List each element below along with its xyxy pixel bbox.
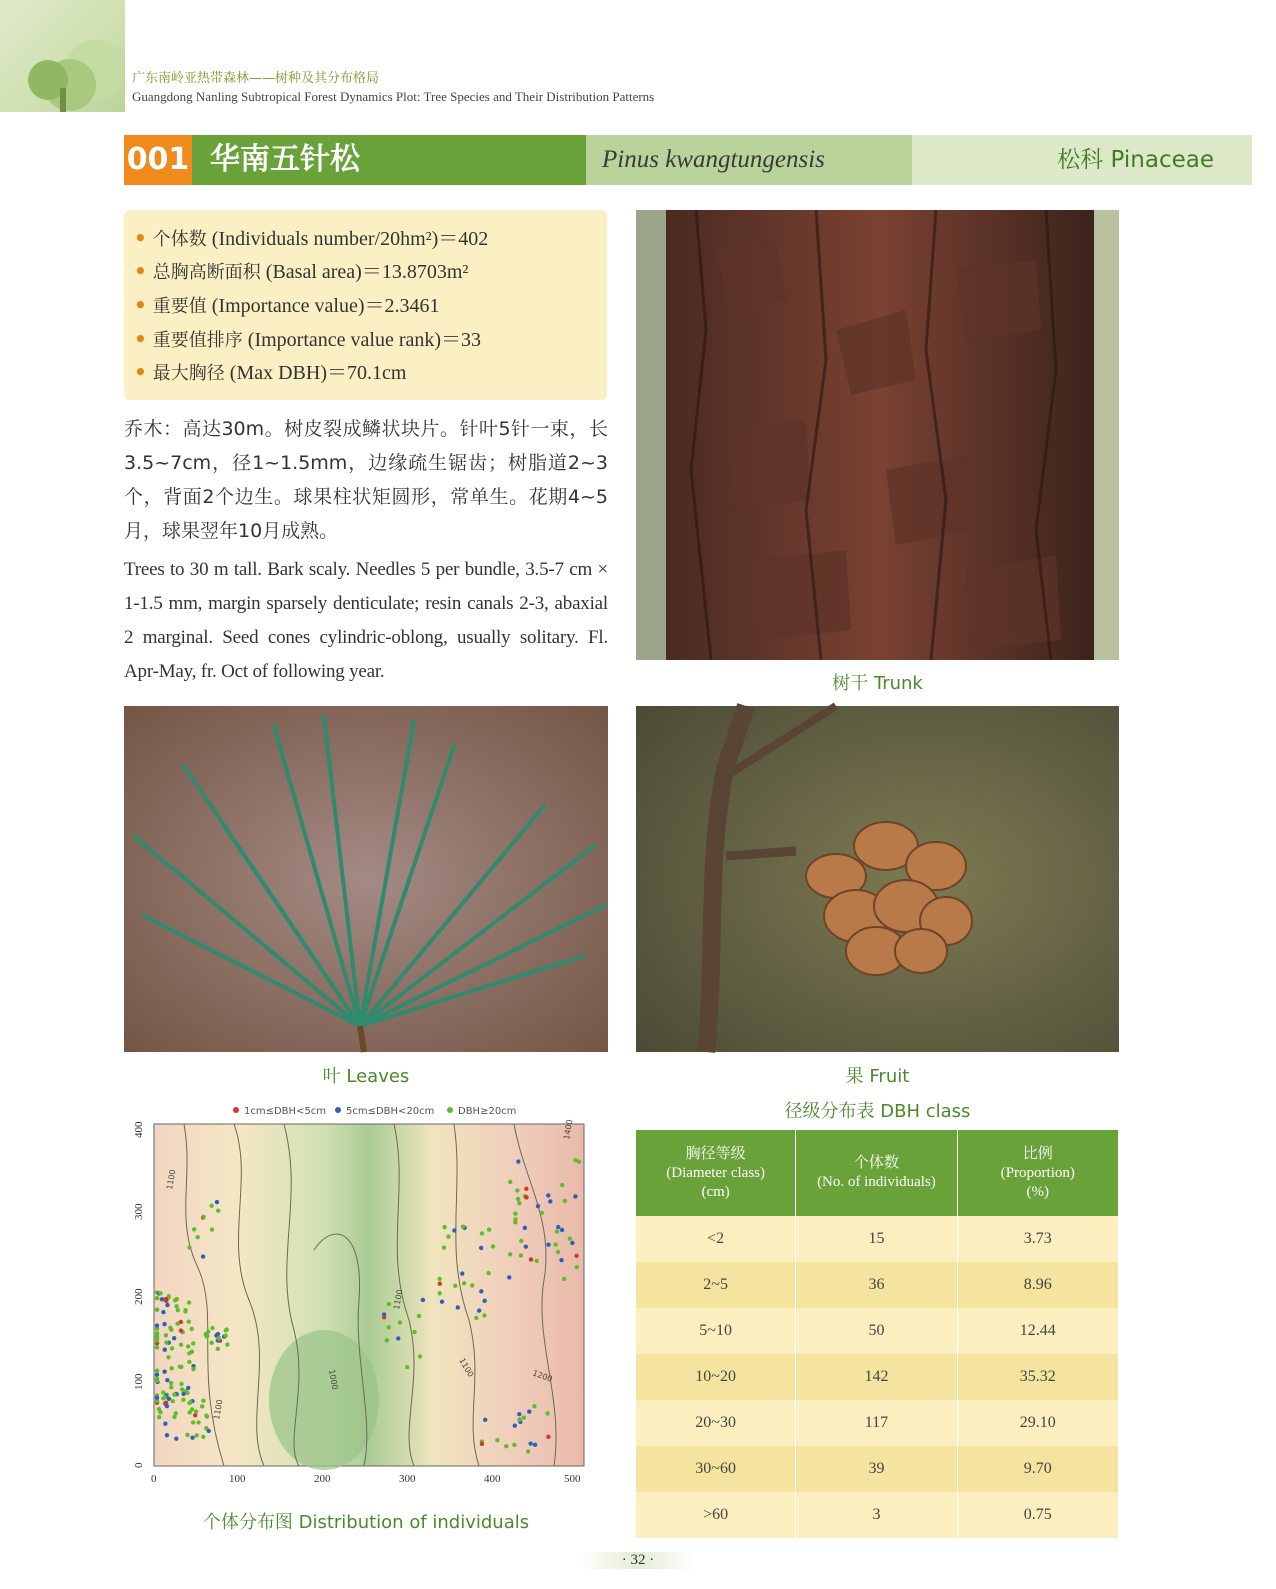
individual-point — [532, 1404, 536, 1408]
individual-point — [442, 1225, 446, 1229]
individual-point — [528, 1441, 532, 1445]
individual-point — [491, 1244, 495, 1248]
individual-point — [405, 1365, 409, 1369]
individual-point — [163, 1422, 167, 1426]
individual-point — [186, 1386, 190, 1390]
individual-point — [556, 1225, 560, 1229]
individual-point — [165, 1303, 169, 1307]
individual-point — [170, 1366, 174, 1370]
individual-point — [174, 1304, 178, 1308]
individual-point — [206, 1329, 210, 1333]
individual-point — [461, 1224, 465, 1228]
leaves-photo — [124, 706, 608, 1052]
individual-point — [162, 1322, 166, 1326]
individual-point — [216, 1332, 220, 1336]
contour-label: 1100 — [457, 1356, 476, 1379]
individual-point — [479, 1289, 483, 1293]
individual-point — [517, 1201, 521, 1205]
stats-box — [124, 210, 607, 400]
individual-point — [216, 1208, 220, 1212]
species-number: 001 — [124, 135, 192, 185]
species-family: 松科 Pinaceae — [912, 135, 1252, 185]
individual-point — [546, 1193, 550, 1197]
table-row: 20~30 117 29.10 — [636, 1400, 1118, 1446]
individual-point — [165, 1378, 169, 1382]
caption-dbh-table: 径级分布表 DBH class — [784, 1101, 971, 1122]
header-proportion: 比例 (Proportion) (%) — [957, 1130, 1118, 1216]
individual-point — [480, 1231, 484, 1235]
individual-point — [155, 1396, 159, 1400]
individual-point — [201, 1435, 205, 1439]
individual-point — [171, 1399, 175, 1403]
individual-point — [204, 1414, 208, 1418]
individual-point — [179, 1320, 183, 1324]
individual-point — [161, 1390, 165, 1394]
individual-point — [536, 1204, 540, 1208]
individual-point — [207, 1429, 211, 1433]
individual-point — [453, 1284, 457, 1288]
individual-point — [176, 1308, 180, 1312]
individual-point — [387, 1325, 391, 1329]
individual-point — [179, 1382, 183, 1386]
x-tick: 300 — [399, 1473, 416, 1485]
individual-point — [523, 1226, 527, 1230]
y-tick: 300 — [133, 1203, 145, 1220]
individual-point — [192, 1227, 196, 1231]
individual-point — [190, 1407, 194, 1411]
individual-point — [216, 1347, 220, 1351]
individual-point — [155, 1373, 159, 1377]
individual-point — [438, 1281, 442, 1285]
individual-point — [513, 1217, 517, 1221]
individual-point — [479, 1246, 483, 1250]
individual-point — [172, 1415, 176, 1419]
description-english: Trees to 30 m tall. Bark scaly. Needles 5 per bundle, 3.5-7 cm × 1-1.5 mm, margin sparsely denticulate; resin canals 2-3, abaxial 2 marginal. Seed cones cylindric-oblong, usually solitary. Fl. Apr-May, fr. Oct of following year. — [124, 559, 608, 682]
individual-point — [555, 1229, 559, 1233]
individual-point — [186, 1344, 190, 1348]
individual-point — [517, 1412, 521, 1416]
individual-point — [180, 1387, 184, 1391]
individual-point — [460, 1271, 464, 1275]
individual-point — [164, 1333, 168, 1337]
individual-point — [194, 1433, 198, 1437]
legend-small: 1cm≤DBH<5cm — [244, 1106, 327, 1117]
individual-point — [164, 1297, 168, 1301]
individual-point — [172, 1336, 176, 1340]
individual-point — [157, 1415, 161, 1419]
individual-point — [205, 1334, 209, 1338]
table-row: >60 3 0.75 — [636, 1492, 1118, 1538]
x-tick: 400 — [484, 1473, 501, 1485]
individual-point — [191, 1341, 195, 1345]
individual-point — [187, 1300, 191, 1304]
stat-importance-value: • 重要值 (Importance value)＝2.3461 — [134, 293, 440, 317]
individual-point — [185, 1433, 189, 1437]
individual-point — [161, 1396, 165, 1400]
contour-label: 1200 — [531, 1368, 554, 1384]
individual-point — [512, 1443, 516, 1447]
individual-point — [570, 1241, 574, 1245]
individual-point — [519, 1253, 523, 1257]
contour-label: 1100 — [212, 1398, 225, 1421]
individual-point — [161, 1310, 165, 1314]
individual-point — [191, 1367, 195, 1371]
individual-point — [535, 1259, 539, 1263]
table-row: <2 15 3.73 — [636, 1216, 1118, 1262]
individual-point — [462, 1281, 466, 1285]
individual-point — [517, 1417, 521, 1421]
x-tick: 500 — [564, 1473, 581, 1485]
individual-point — [515, 1188, 519, 1192]
individual-point — [470, 1283, 474, 1287]
header-individuals: 个体数 (No. of individuals) — [796, 1130, 957, 1216]
individual-point — [560, 1183, 564, 1187]
individual-point — [529, 1257, 533, 1261]
individual-point — [191, 1420, 195, 1424]
contour-label: 1100 — [165, 1168, 178, 1191]
individual-point — [225, 1342, 229, 1346]
individual-point — [540, 1211, 544, 1215]
individual-point — [396, 1336, 400, 1340]
individual-point — [482, 1313, 486, 1317]
individual-point — [440, 1299, 444, 1303]
individual-point — [437, 1277, 441, 1281]
y-tick: 0 — [133, 1462, 145, 1468]
individual-point — [446, 1234, 450, 1238]
individual-point — [187, 1245, 191, 1249]
individual-point — [157, 1407, 161, 1411]
individual-point — [522, 1416, 526, 1420]
species-latin-name: Pinus kwangtungensis — [586, 135, 912, 185]
contour-label: 1400 — [562, 1118, 575, 1141]
individual-point — [556, 1250, 560, 1254]
individual-point — [190, 1327, 194, 1331]
individual-point — [160, 1297, 164, 1301]
individual-point — [385, 1338, 389, 1342]
individual-point — [560, 1228, 564, 1232]
individual-point — [215, 1200, 219, 1204]
individual-point — [210, 1227, 214, 1231]
individual-point — [164, 1341, 168, 1345]
individual-point — [172, 1392, 176, 1396]
distribution-map — [124, 1100, 608, 1500]
caption-trunk: 树干 Trunk — [832, 673, 923, 694]
individual-point — [527, 1409, 531, 1413]
tree-logo-icon — [0, 0, 125, 112]
individual-point — [507, 1275, 511, 1279]
individual-point — [553, 1242, 557, 1246]
legend-medium: 5cm≤DBH<20cm — [346, 1106, 435, 1117]
individual-point — [562, 1277, 566, 1281]
individual-point — [442, 1245, 446, 1249]
individual-point — [545, 1411, 549, 1415]
individual-point — [155, 1307, 159, 1311]
individual-point — [548, 1199, 552, 1203]
stat-individuals: • 个体数 (Individuals number/20hm²)＝402 — [134, 226, 489, 250]
individual-point — [170, 1346, 174, 1350]
individual-point — [195, 1235, 199, 1239]
individual-point — [164, 1400, 168, 1404]
table-header-row — [636, 1130, 1118, 1216]
individual-point — [178, 1365, 182, 1369]
individual-point — [190, 1350, 194, 1354]
stat-basal-area: • 总胸高断面积 (Basal area)＝13.8703m² — [134, 259, 469, 283]
individual-point — [165, 1433, 169, 1437]
individual-point — [438, 1291, 442, 1295]
table-row: 30~60 39 9.70 — [636, 1446, 1118, 1492]
individual-point — [516, 1159, 520, 1163]
x-tick: 200 — [314, 1473, 331, 1485]
individual-point — [546, 1243, 550, 1247]
individual-point — [155, 1345, 159, 1349]
individual-point — [158, 1291, 162, 1295]
individual-point — [387, 1302, 391, 1306]
individual-point — [575, 1265, 579, 1269]
individual-point — [483, 1418, 487, 1422]
individual-point — [573, 1194, 577, 1198]
individual-point — [166, 1355, 170, 1359]
individual-point — [421, 1298, 425, 1302]
individual-point — [456, 1305, 460, 1309]
individual-point — [217, 1336, 221, 1340]
individual-point — [524, 1244, 528, 1248]
individual-point — [174, 1436, 178, 1440]
individual-point — [487, 1227, 491, 1231]
individual-point — [513, 1211, 517, 1215]
individual-point — [187, 1320, 191, 1324]
individual-point — [155, 1368, 159, 1372]
species-chinese-name: 华南五针松 — [192, 135, 586, 185]
individual-point — [155, 1377, 159, 1381]
individual-point — [563, 1199, 567, 1203]
individual-point — [181, 1392, 185, 1396]
caption-leaves: 叶 Leaves — [322, 1066, 410, 1087]
distribution-map-svg — [124, 1100, 608, 1500]
individual-point — [155, 1323, 159, 1327]
stat-importance-rank: • 重要值排序 (Importance value rank)＝33 — [134, 327, 482, 351]
individual-point — [201, 1215, 205, 1219]
individual-point — [524, 1187, 528, 1191]
individual-point — [155, 1296, 159, 1300]
individual-point — [573, 1158, 577, 1162]
description-chinese: 乔木：高达30m。树皮裂成鳞状块片。针叶5针一束，长3.5~7cm，径1~1.5mm，边缘疏生锯齿；树脂道2~3个，背面2个边生。球果柱状矩圆形，常单生。花期4~5月，球果翌年10月成熟。 — [124, 418, 608, 542]
stat-max-dbh: • 最大胸径 (Max DBH)＝70.1cm — [134, 360, 407, 384]
individual-point — [382, 1315, 386, 1319]
caption-fruit: 果 Fruit — [845, 1066, 910, 1087]
individual-point — [418, 1354, 422, 1358]
individual-point — [513, 1423, 517, 1427]
table-row: 2~5 36 8.96 — [636, 1262, 1118, 1308]
individual-point — [508, 1252, 512, 1256]
header-diameter-class: 胸径等级 (Diameter class) (cm) — [636, 1130, 796, 1216]
species-title-bar — [124, 135, 1214, 185]
y-tick: 400 — [133, 1121, 145, 1138]
contour-label: 1000 — [327, 1368, 340, 1391]
table-row: 10~20 142 35.32 — [636, 1354, 1118, 1400]
individual-point — [526, 1449, 530, 1453]
trunk-photo — [636, 210, 1119, 660]
individual-point — [162, 1370, 166, 1374]
individual-point — [155, 1335, 159, 1339]
individual-point — [210, 1326, 214, 1330]
individual-point — [417, 1314, 421, 1318]
individual-point — [398, 1320, 402, 1324]
individual-point — [188, 1400, 192, 1404]
table-row: 5~10 50 12.44 — [636, 1308, 1118, 1354]
individual-point — [495, 1438, 499, 1442]
caption-distribution: 个体分布图 Distribution of individuals — [202, 1512, 530, 1533]
header-title-english: Guangdong Nanling Subtropical Forest Dynamics Plot: Tree Species and Their Distribution Patterns — [132, 89, 655, 104]
individual-point — [480, 1442, 484, 1446]
page-number: · 32 · — [580, 1552, 696, 1569]
individual-point — [194, 1409, 198, 1413]
individual-point — [519, 1239, 523, 1243]
individual-point — [200, 1404, 204, 1408]
individual-point — [196, 1420, 200, 1424]
individual-point — [474, 1316, 478, 1320]
dbh-class-table — [636, 1130, 1118, 1538]
individual-point — [477, 1308, 481, 1312]
header-decoration — [0, 0, 125, 112]
individual-point — [486, 1271, 490, 1275]
individual-point — [169, 1381, 173, 1385]
individual-point — [173, 1298, 177, 1302]
individual-point — [225, 1327, 229, 1331]
individual-point — [201, 1254, 205, 1258]
individual-point — [185, 1391, 189, 1395]
individual-point — [533, 1443, 537, 1447]
individual-point — [181, 1398, 185, 1402]
individual-point — [504, 1444, 508, 1448]
individual-point — [516, 1197, 520, 1201]
individual-point — [508, 1180, 512, 1184]
individual-point — [209, 1341, 213, 1345]
individual-point — [224, 1333, 228, 1337]
x-tick: 0 — [151, 1473, 157, 1485]
individual-point — [201, 1398, 205, 1402]
individual-point — [452, 1228, 456, 1232]
individual-point — [568, 1236, 572, 1240]
individual-point — [169, 1385, 173, 1389]
individual-point — [190, 1435, 194, 1439]
individual-point — [412, 1330, 416, 1334]
individual-point — [168, 1326, 172, 1330]
individual-point — [209, 1204, 213, 1208]
individual-point — [559, 1258, 563, 1262]
contour-label: 1100 — [392, 1288, 405, 1311]
individual-point — [183, 1309, 187, 1313]
x-tick: 100 — [229, 1473, 246, 1485]
individual-point — [524, 1195, 528, 1199]
individual-point — [179, 1343, 183, 1347]
y-tick: 200 — [133, 1288, 145, 1305]
individual-point — [546, 1435, 550, 1439]
individual-point — [483, 1299, 487, 1303]
y-tick: 100 — [133, 1373, 145, 1390]
legend-large: DBH≥20cm — [458, 1106, 517, 1117]
individual-point — [187, 1360, 191, 1364]
header-title-chinese: 广东南岭亚热带森林——树种及其分布格局 — [132, 71, 380, 86]
individual-point — [574, 1254, 578, 1258]
fruit-photo — [636, 706, 1119, 1052]
individual-point — [179, 1328, 183, 1332]
individual-point — [163, 1348, 167, 1352]
